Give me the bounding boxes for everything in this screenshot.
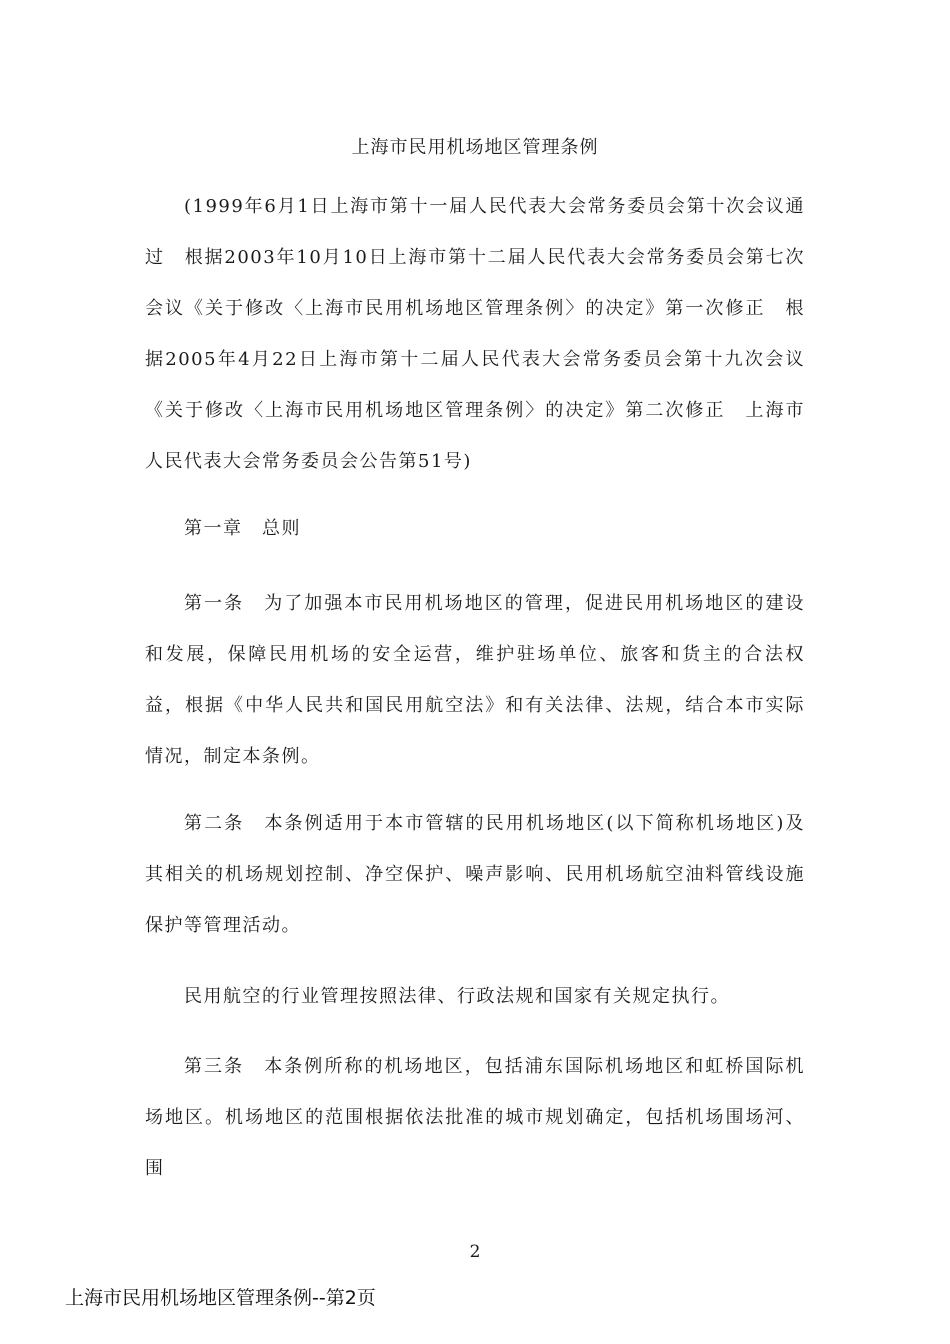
page-number: 2 bbox=[469, 1242, 481, 1262]
article-3-paragraph: 第三条 本条例所称的机场地区，包括浦东国际机场地区和虹桥国际机场地区。机场地区的范围根据依法批准的城市规划确定，包括机场围场河、围 bbox=[145, 1056, 805, 1179]
chapter-heading: 第一章 总则 bbox=[184, 518, 301, 539]
article-2-second-paragraph: 民用航空的行业管理按照法律、行政法规和国家有关规定执行。 bbox=[184, 986, 730, 1007]
article-2-paragraph: 第二条 本条例适用于本市管辖的民用机场地区(以下简称机场地区)及其相关的机场规划控制、净空保护、噪声影响、民用机场航空油料管线设施保护等管理活动。 bbox=[145, 813, 805, 936]
article-1-paragraph: 第一条 为了加强本市民用机场地区的管理，促进民用机场地区的建设和发展，保障民用机场的安全运营，维护驻场单位、旅客和货主的合法权益，根据《中华人民共和国民用航空法》和有关法律、法规，结合本市实际情况，制定本条例。 bbox=[145, 593, 805, 767]
document-title: 上海市民用机场地区管理条例 bbox=[351, 137, 599, 158]
footer-caption: 上海市民用机场地区管理条例--第2页 bbox=[65, 1287, 376, 1309]
preamble-paragraph: (1999年6月1日上海市第十一届人民代表大会常务委员会第十次会议通过 根据2003年10月10日上海市第十二届人民代表大会常务委员会第七次会议《关于修改〈上海市民用机场地区管理条例〉的决定》第一次修正 根据2005年4月22日上海市第十二届人民代表大会常务委员会第十九次会议《关于修改〈上海市民用机场地区管理条例〉的决定》第二次修正 上海市人民代表大会常务委员会公告第51号) bbox=[145, 196, 805, 472]
